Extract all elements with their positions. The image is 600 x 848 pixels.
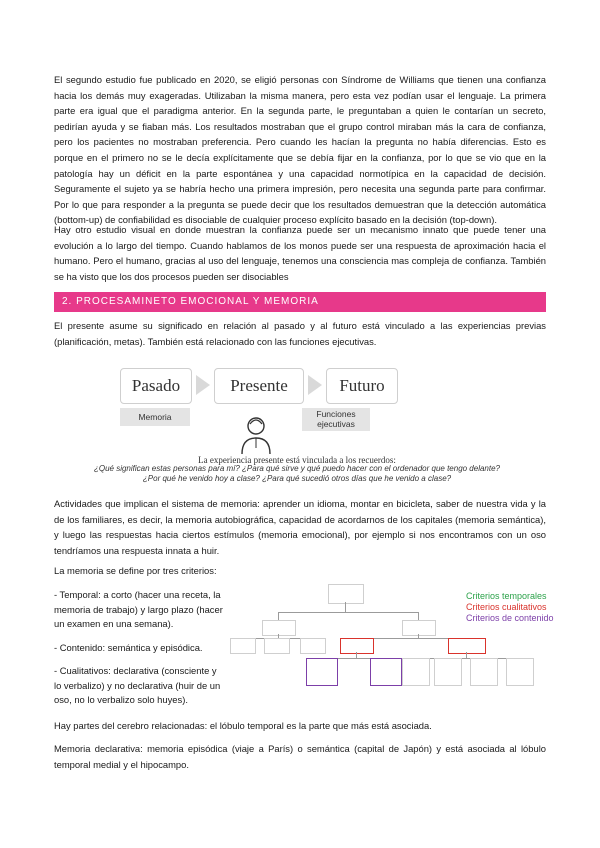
tree-long-term [402, 620, 436, 636]
criterion-content: - Contenido: semántica y episódica. [54, 642, 203, 653]
paragraph-activities: Actividades que implican el sistema de memoria: aprender un idioma, montar en bicicleta, saber de nuestra vida y la de los familiares, es decir, la memoria autobiográfica, capacidad de acordarnos de los capitales (memoria semántica), y luego las respuestas hacia ciertos estímulos (memoria emocional), por ejemplo si nos encontramos con un oso tendríamos una respuesta innata a huir. [54, 498, 546, 556]
tree-node [434, 658, 462, 686]
paragraph-criteria-intro: La memoria se define por tres criterios: [54, 565, 217, 576]
futuro-box: Futuro [326, 368, 398, 404]
tree-node [470, 658, 498, 686]
tree-node [264, 638, 290, 654]
section-title: 2. PROCESAMINETO EMOCIONAL Y MEMORIA [62, 296, 319, 307]
presente-box: Presente [214, 368, 304, 404]
tree-short-term [262, 620, 296, 636]
paragraph-brain-parts: Hay partes del cerebro relacionadas: el lóbulo temporal es la parte que más está asociada. [54, 720, 432, 731]
tree-semantica [370, 658, 402, 686]
criterion-qualitative: - Cualitativos: declarativa (consciente y lo verbalizo) y no declarativa (huir de un oso, no lo verbalizo solo huyes). [54, 665, 221, 705]
legend-content: Criterios de contenido [466, 613, 554, 623]
criterion-temporal: - Temporal: a corto (hacer una receta, la memoria de trabajo) y largo plazo (hacer un examen en una semana). [54, 589, 223, 629]
memoria-label: Memoria [120, 408, 190, 426]
tree-declarativa [340, 638, 374, 654]
arrow-icon [308, 375, 322, 395]
arrow-icon [196, 375, 210, 395]
diagram-caption-title: La experiencia presente está vinculada a los recuerdos: [198, 455, 396, 465]
legend-temporal: Criterios temporales [466, 591, 547, 601]
pasado-box: Pasado [120, 368, 192, 404]
tree-no-declarativa [448, 638, 486, 654]
tree-node [300, 638, 326, 654]
diagram-caption-line2: ¿Por qué he venido hoy a clase? ¿Para qué sucedió otros días que he venido a clase? [142, 474, 452, 483]
tree-node [506, 658, 534, 686]
funciones-label: Funciones ejecutivas [302, 408, 370, 431]
paragraph-williams-study: El segundo estudio fue publicado en 2020, se eligió personas con Síndrome de Williams que tienen una confianza hacia los demás muy exageradas. Utilizaban la misma manera, pero esta vez podían usar el lenguaje. La primera parte era igual que el paradigma anterior. En la segunda parte, le preguntaban a quien le contarían un secreto, pedirían ayuda y se fiaban más. Los resultados mostraban que el grupo control miraban más la cara de confianza, pero los pacientes no mostraban preferencia. Pero cuando les hacían la pregunta no había diferencias. Esto es porque en el primero no se le decía explícitamente que se debía fijar en la confianza, por lo que se vio que en la patología hay un déficit en la parte espontánea y una capacidad normotípica en la capacidad de decisión. Seguramente el sujeto ya se habría hecho una primera impresión, pero necesita una segunda parte para confirmar. Por lo que para responder a la pregunta se puede decir que los resultados demuestran que la detección automática (bottom-up) de confiabilidad es disociable de cualquier proceso explícito basado en la decisión (top-down). [54, 74, 546, 226]
tree-root [328, 584, 364, 604]
legend-qualitative: Criterios cualitativos [466, 602, 547, 612]
tree-node [230, 638, 256, 654]
diagram-caption-line1: ¿Qué significan estas personas para mí? ¿Para qué sirve y qué puedo hacer con el ordenador que tengo delante? [93, 464, 501, 473]
paragraph-visual-study: Hay otro estudio visual en donde muestran la confianza puede ser un mecanismo innato que puede tener una evolución a lo largo del tiempo. Cuando hablamos de los monos puede ser una respuesta de aproximación hacia el humano. Pero el humano, gracias al uso del lenguaje, tenemos una consciencia mas compleja de confianza. También se ha visto que los dos procesos pueden ser disociables [54, 224, 546, 282]
tree-node [402, 658, 430, 686]
person-icon [234, 412, 278, 456]
paragraph-declarative: Memoria declarativa: memoria episódica (viaje a París) o semántica (capital de Japón) y está asociada al lóbulo temporal medial y el hipocampo. [54, 743, 546, 770]
paragraph-present: El presente asume su significado en relación al pasado y al futuro está vinculado a las experiencias previas (planificación, metas). También está relacionado con las funciones ejecutivas. [54, 320, 546, 347]
tree-episodica [306, 658, 338, 686]
section-header [54, 292, 546, 312]
